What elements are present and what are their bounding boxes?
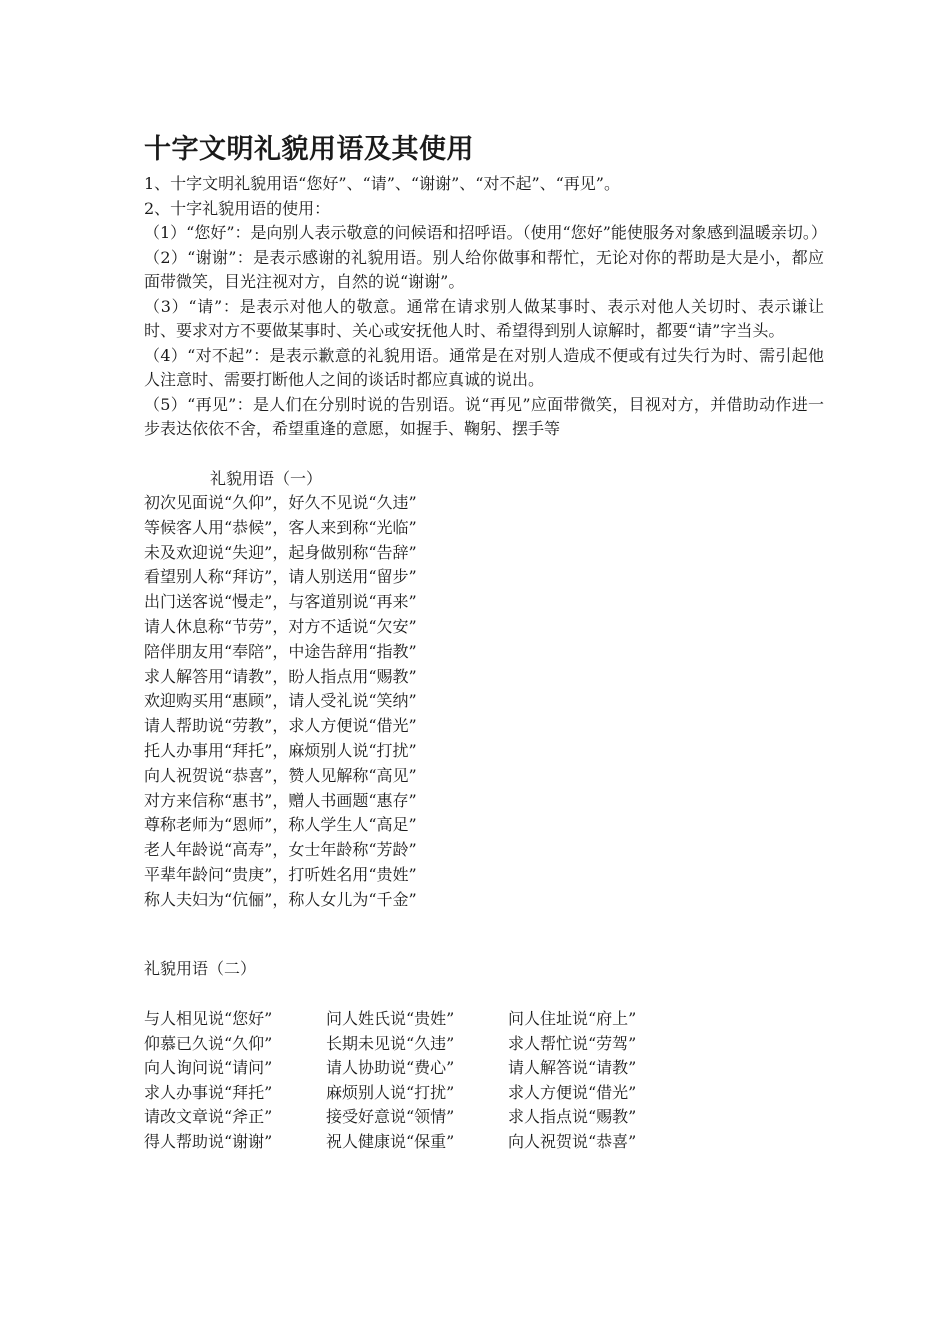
paragraph-xiexie: （2）“谢谢”：是表示感谢的礼貌用语。别人给你做事和帮忙，无论对你的帮助是大是小，都应面带微笑，目光注视对方，自然的说“谢谢”。 xyxy=(144,247,824,291)
table-cell: 求人帮忙说“劳驾” xyxy=(508,1033,637,1053)
list-item: 老人年龄说“高寿”，女士年龄称“芳龄” xyxy=(144,840,417,860)
paragraph-zaijian: （5）“再见”：是人们在分别时说的告别语。说“再见”应面带微笑，目视对方，并借助动作进一步表达依依不舍，希望重逢的意愿，如握手、鞠躬、摆手等 xyxy=(144,394,824,438)
table-cell: 向人询问说“请问” xyxy=(144,1058,273,1078)
spacer xyxy=(144,913,824,957)
table-cell: 请人解答说“请教” xyxy=(508,1058,637,1078)
paragraph-intro: 1、十字文明礼貌用语“您好”、“请”、“谢谢”、“对不起”、“再见”。 xyxy=(144,174,620,193)
list-item: 请人帮助说“劳教”，求人方便说“借光” xyxy=(144,716,417,736)
list-item: 求人解答用“请教”，盼人指点用“赐教” xyxy=(144,666,417,686)
table-cell: 与人相见说“您好” xyxy=(144,1009,273,1029)
table-cell: 问人姓氏说“贵姓” xyxy=(326,1009,455,1029)
list-item: 对方来信称“惠书”，赠人书画题“惠存” xyxy=(144,790,417,810)
table-cell: 仰慕已久说“久仰” xyxy=(144,1033,273,1053)
paragraph-usage-heading: 2、十字礼貌用语的使用： xyxy=(144,198,331,218)
paragraph-duibuqi: （4）“对不起”：是表示歉意的礼貌用语。通常是在对别人造成不便或有过失行为时、需引起他人注意时、需要打断他人之间的谈话时都应真诚的说出。 xyxy=(144,345,824,389)
list-item: 平辈年龄问“贵庚”，打听姓名用“贵姓” xyxy=(144,864,417,884)
table-cell: 祝人健康说“保重” xyxy=(326,1131,455,1151)
table-row xyxy=(144,1130,824,1155)
paragraph-nihao: （1）“您好”：是向别人表示敬意的问候语和招呼语。（使用“您好”能使服务对象感到温暖亲切。） xyxy=(144,223,827,242)
table-cell: 长期未见说“久违” xyxy=(326,1033,455,1053)
spacer xyxy=(144,442,824,467)
list-item: 向人祝贺说“恭喜”，赞人见解称“高见” xyxy=(144,765,417,785)
section2-heading: 礼貌用语（二） xyxy=(144,958,257,978)
document-page xyxy=(144,130,827,1154)
table-cell: 请人协助说“费心” xyxy=(326,1058,455,1078)
list-item: 初次见面说“久仰”，好久不见说“久违” xyxy=(144,493,417,512)
spacer xyxy=(144,981,824,1007)
section1-list xyxy=(144,491,824,913)
table-row xyxy=(144,1081,824,1106)
section2-table xyxy=(144,1007,824,1154)
document-title: 十字文明礼貌用语及其使用 xyxy=(144,134,474,165)
list-item: 看望别人称“拜访”，请人别送用“留步” xyxy=(144,567,417,587)
list-item: 请人休息称“节劳”，对方不适说“欠安” xyxy=(144,616,417,636)
table-cell: 接受好意说“领情” xyxy=(326,1107,455,1127)
table-cell: 求人指点说“赐教” xyxy=(508,1107,637,1127)
table-cell: 向人祝贺说“恭喜” xyxy=(508,1131,637,1151)
list-item: 尊称老师为“恩师”，称人学生人“高足” xyxy=(144,815,417,835)
list-item: 等候客人用“恭候”，客人来到称“光临” xyxy=(144,517,417,537)
table-cell: 问人住址说“府上” xyxy=(508,1009,637,1029)
list-item: 托人办事用“拜托”，麻烦别人说“打扰” xyxy=(144,740,417,760)
table-cell: 麻烦别人说“打扰” xyxy=(326,1082,455,1102)
table-row xyxy=(144,1032,824,1057)
list-item: 出门送客说“慢走”，与客道别说“再来” xyxy=(144,592,417,612)
table-row xyxy=(144,1105,824,1130)
table-row xyxy=(144,1056,824,1081)
list-item: 欢迎购买用“惠顾”，请人受礼说“笑纳” xyxy=(144,691,417,711)
table-cell: 请改文章说“斧正” xyxy=(144,1107,273,1127)
table-row xyxy=(144,1007,824,1032)
table-cell: 求人方便说“借光” xyxy=(508,1082,637,1102)
list-item: 称人夫妇为“伉俪”，称人女儿为“千金” xyxy=(144,889,417,909)
table-cell: 求人办事说“拜托” xyxy=(144,1082,273,1102)
list-item: 陪伴朋友用“奉陪”，中途告辞用“指教” xyxy=(144,641,417,661)
section1-heading: 礼貌用语（一） xyxy=(210,468,323,488)
table-cell: 得人帮助说“谢谢” xyxy=(144,1131,273,1151)
list-item: 未及欢迎说“失迎”，起身做别称“告辞” xyxy=(144,542,417,562)
paragraph-qing: （3）“请”：是表示对他人的敬意。通常在请求别人做某事时、表示对他人关切时、表示谦让时、要求对方不要做某事时、关心或安抚他人时、希望得到别人谅解时，都要“请”字当头。 xyxy=(144,296,824,340)
